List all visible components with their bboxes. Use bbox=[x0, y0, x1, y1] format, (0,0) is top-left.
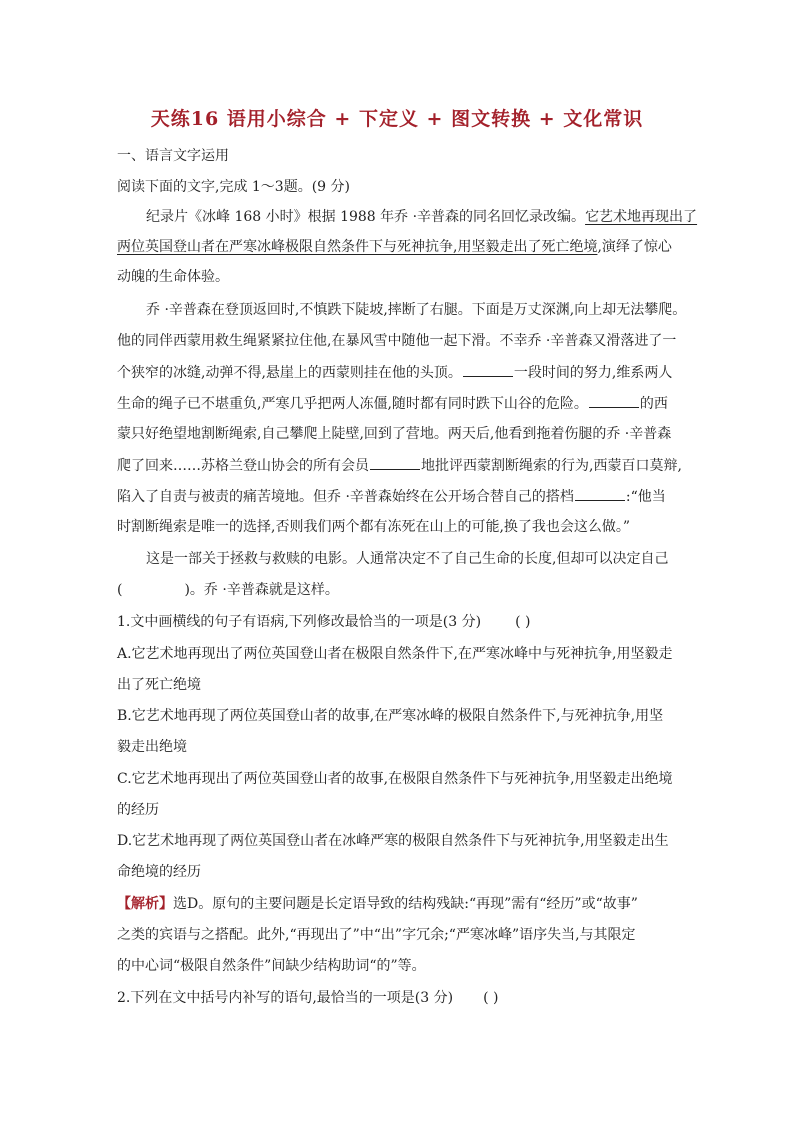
option-c-cont: 的经历 bbox=[117, 802, 159, 818]
answer-paren: ( ) bbox=[483, 990, 499, 1006]
passage-line: 纪录片《冰峰 168 小时》根据 1988 年乔 ·辛普森的同名回忆录改编。它艺术地再现出了 bbox=[146, 209, 698, 225]
answer-paren: ( ) bbox=[515, 614, 531, 630]
option-c: C.它艺术地再现出了两位英国登山者的故事,在极限自然条件下与死神抗争,用坚毅走出绝境 bbox=[117, 771, 673, 787]
passage-line: 两位英国登山者在严寒冰峰极限自然条件下与死神抗争,用坚毅走出了死亡绝境,演绎了惊心 bbox=[117, 239, 672, 255]
instruction: 阅读下面的文字,完成 1～3题。(9 分) bbox=[117, 179, 350, 195]
question-2-stem: 2.下列在文中括号内补写的语句,最恰当的一项是(3 分) ( ) bbox=[117, 990, 499, 1006]
analysis-line: 【解析】选D。原句的主要问题是长定语导致的结构残缺:“再现”需有“经历”或“故事” bbox=[117, 896, 638, 912]
fill-blank bbox=[589, 393, 639, 408]
passage-line: ( )。乔 ·辛普森就是这样。 bbox=[117, 582, 339, 598]
passage-line: 个狭窄的冰缝,动弹不得,悬崖上的西蒙则挂在他的头顶。 一段时间的努力,维系两人 bbox=[117, 362, 672, 383]
fill-blank bbox=[370, 455, 420, 470]
analysis-tag: 【解析】 bbox=[117, 896, 173, 912]
passage-line: 爬了回来……苏格兰登山协会的所有会员 地批评西蒙割断绳索的行为,西蒙百口莫辩, bbox=[117, 455, 682, 476]
passage-line: 蒙只好绝望地割断绳索,自己攀爬上陡壁,回到了营地。两天后,他看到拖着伤腿的乔 ·辛普森 bbox=[117, 426, 672, 442]
passage-line: 生命的绳子已不堪重负,严寒几乎把两人冻僵,随时都有同时跌下山谷的危险。 的西 bbox=[117, 393, 668, 414]
underlined-sentence: 两位英国登山者在严寒冰峰极限自然条件下与死神抗争,用坚毅走出了死亡绝境 bbox=[117, 239, 598, 255]
option-b: B.它艺术地再现了两位英国登山者的故事,在严寒冰峰的极限自然条件下,与死神抗争,用坚 bbox=[117, 708, 664, 724]
question-1-stem: 1.文中画横线的句子有语病,下列修改最恰当的一项是(3 分) ( ) bbox=[117, 614, 531, 630]
passage-line: 动魄的生命体验。 bbox=[117, 269, 229, 285]
analysis-line: 的中心词“极限自然条件”间缺少结构助词“的”等。 bbox=[117, 958, 426, 974]
underlined-sentence: 它艺术地再现出了 bbox=[585, 209, 698, 225]
section-heading: 一、语言文字运用 bbox=[117, 148, 229, 164]
option-b-cont: 毅走出绝境 bbox=[117, 739, 187, 755]
fill-blank bbox=[575, 486, 625, 501]
passage-line: 陷入了自责与被责的痛苦境地。但乔 ·辛普森始终在公开场合替自己的搭档 :“他当 bbox=[117, 486, 666, 507]
option-a: A.它艺术地再现出了两位英国登山者在极限自然条件下,在严寒冰峰中与死神抗争,用坚毅走 bbox=[117, 646, 673, 662]
option-a-cont: 出了死亡绝境 bbox=[117, 677, 201, 693]
passage-line: 乔 ·辛普森在登顶返回时,不慎跌下陡坡,摔断了右腿。下面是万丈深渊,向上却无法攀爬。 bbox=[146, 302, 687, 318]
open-paren: ( bbox=[117, 582, 123, 598]
fill-blank bbox=[463, 362, 513, 377]
passage-line: 这是一部关于拯救与救赎的电影。人通常决定不了自己生命的长度,但却可以决定自己 bbox=[146, 551, 669, 567]
passage-line: 时割断绳索是唯一的选择,否则我们两个都有冻死在山上的可能,换了我也会这么做。” bbox=[117, 519, 631, 535]
passage-line: 他的同伴西蒙用救生绳紧紧拉住他,在暴风雪中随他一起下滑。不幸乔 ·辛普森又滑落进了一 bbox=[117, 333, 677, 349]
analysis-line: 之类的宾语与之搭配。此外,“再现出了”中“出”字冗余;“严寒冰峰”语序失当,与其限定 bbox=[117, 927, 636, 943]
page-title: 天练16 语用小综合 + 下定义 + 图文转换 + 文化常识 bbox=[150, 108, 644, 130]
option-d-cont: 命绝境的经历 bbox=[117, 864, 201, 880]
option-d: D.它艺术地再现了两位英国登山者在冰峰严寒的极限自然条件下与死神抗争,用坚毅走出生 bbox=[117, 833, 669, 849]
